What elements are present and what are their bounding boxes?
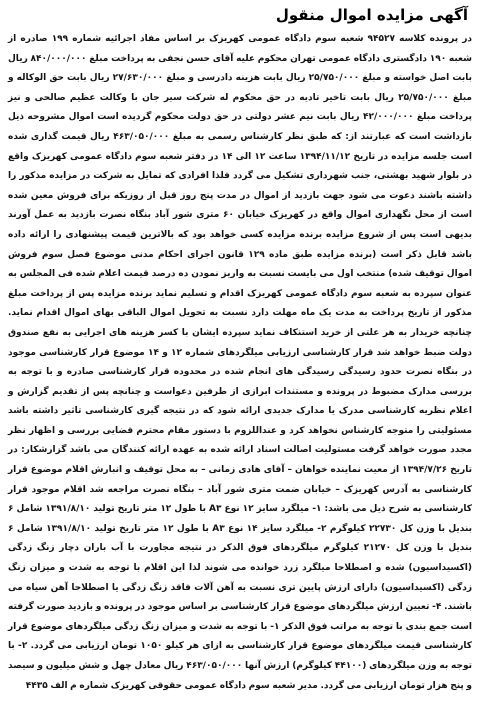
notice-title: آگهی مزایده اموال منقول xyxy=(275,6,468,24)
notice-body: در پرونده کلاسه ۹۴۵۲۷ شعبه سوم دادگاه عمومی کهریزک بر اساس مفاد اجرائیه شماره ۱۹۹ صادره از شعبه ۱۹۰ دادگستری دادگاه عمومی تهران محکوم علیه آقای حسن نجفی به پرداخت مبلغ ۸۴۰/۰۰۰/۰۰۰ ریال بابت اصل خواسته و مبلغ ۲۵/۷۵۰/۰۰۰ ریال بابت هزینه دادرسی و مبلغ ۲۷/۶۳۰/۰۰۰ ریال بابت حق الوکاله و مبلغ ۲۵/۷۵۰/۰۰۰ ریال بابت تاخیر تادیه در حق محکوم له شرکت سیر جان با وکالت عظیم صالحی و نیز پرداخت مبلغ ۴۲/۰۰۰/۰۰۰ ریال بابت نیم عشر دولتی در حق دولت محکوم گردیده است اموال مشروحه ذیل بازداشت است که عبارتند از: که طبق نظر کارشناس رسمی به مبلغ ۴۶۳/۰۵۰/۰۰۰ ریال قیمت گذاری شده است جلسه مزایده در تاریخ ۱۳۹۴/۱۱/۱۲ ساعت ۱۲ الی ۱۴ در دفتر شعبه سوم دادگاه عمومی کهریزک واقع در بلوار شهید بهشتی، جنب شهرداری تشکیل می گردد فلذا افرادی که تمایل به شرکت در مزایده مذکور را داشته باشند دعوت می شود جهت بازدید از اموال در مدت پنج روز قبل از روزیکه برای فروش معین شده است از محل نگهداری اموال واقع در کهریزک خیابان ۶۰ متری شور آباد بنگاه نصرت بازدید به عمل آورند بدیهی است پس از شروع مزایده برنده مزایده کسی خواهد بود که بالاترین قیمت پیشنهادی را ارائه داده باشد قابل ذکر است (برنده مزایده طبق ماده ۱۲۹ قانون اجرای احکام مدنی موضوع فصل سوم فروش اموال توقیف شده) منتخب اول می بایست نسبت به واریز نمودن ده درصد قیمت اعلام شده فی المجلس به عنوان سپرده به شعبه سوم دادگاه عمومی کهریزک اقدام و تسلیم نماید برنده مزایده پس از پرداخت مبلغ مذکور از تاریخ پرداخت به مدت یک ماه مهلت دارد نسبت به تحویل اموال الباقی بهای اموال اقدام نماید. چنانچه خریدار به هر علتی از خرید استنکاف نماید سپرده ایشان با کسر هزینه های اجرایی به نفع صندوق دولت ضبط خواهد شد قرار کارشناسی ارزیابی میلگردهای شماره ۱۲ و ۱۴ موضوع قرار کارشناسی موجود در بنگاه نصرت حدود رسیدگی رسیدگی های انجام شده در محدوده قرار کارشناسی صادره و با توجه به بررسی مدارک مضبوط در پرونده و مستندات ابرازی از طرفین دعواست و چنانچه پس از تقدیم گزارش و اعلام نظریه کارشناسی مدرک یا مدارک جدیدی ارائه شود که در نتیجه گیری کارشناسی تاثیر داشته باشد مسئولیتی را متوجه کارشناس نخواهد کرد و عنداللزوم با دستور مقام محترم قضایی بررسی و اظهار نظر مجدد صورت خواهد گرفت مستولیت اصالت اسناد ارائه شده به عهده ارائه کنندگان می باشد گزارشکار: در تاریخ ۱۳۹۴/۷/۲۶ از معیت نماینده خواهان – آقای هادی زمانی – به محل توقیف و انبارش اقلام موضوع قرار کارشناسی به آدرس کهریزک – خیابان ضمت متری شور آباد – بنگاه نصرت مراجعه شد اقلام موجود قرار کارشناسی به شرح ذیل می باشد: ۱- میلگرد سایز ۱۲ نوع A۳ با طول ۱۲ متر تاریخ تولید ۱۳۹۱/۸/۱۰ شامل ۶ بندیل با وزن کل ۲۲۷۳۰ کیلوگرم ۲- میلگرد سایز ۱۴ نوع A۳ با طول ۱۲ متر تاریخ تولید ۱۳۹۱/۸/۱۰ شامل ۶ بندیل با وزن کل ۲۱۲۷۰ کیلوگرم میلگردهای فوق الذکر در نتیجه مجاورت با آب باران دچار زنگ زدگی (اکسیداسیون) شده و اصطلاحا میلگرد زرد خوانده می شوند لذا این اقلام با توجه به شدت و میزان زنگ زدگی (اکسیداسیون) دارای ارزش پایین تری نسبت به آهن آلات فاقد زنگ زدگی یا اصطلاحا آهن سیاه می باشند. ۴- تعیین ارزش میلگردهای موضوع قرار کارشناسی بر اساس موجود در پرونده و بازدید صورت گرفته است جمع بندی با توجه به مراتب فوق الذکر ۱- با توجه به شدت و میزان زنگ زدگی میلگردهای موضوع قرار کارشناسی قیمت میلگردهای موضوع قرار کارشناسی به ازای هر کیلو ۱۰۵۰ تومان ارزیابی می گردد. ۲- با توجه به وزن میلگردهای (۴۴۱۰۰ کیلوگرم) ارزش آنها ۴۶۳/۰۵۰/۰۰۰ ریال معادل چهل و شش میلیون و سیصد و پنج هزار تومان ارزیابی می گردد. مدیر شعبه سوم دادگاه عمومی حقوقی کهریزک شماره م الف ۴۴۳۵ xyxy=(8,34,473,691)
